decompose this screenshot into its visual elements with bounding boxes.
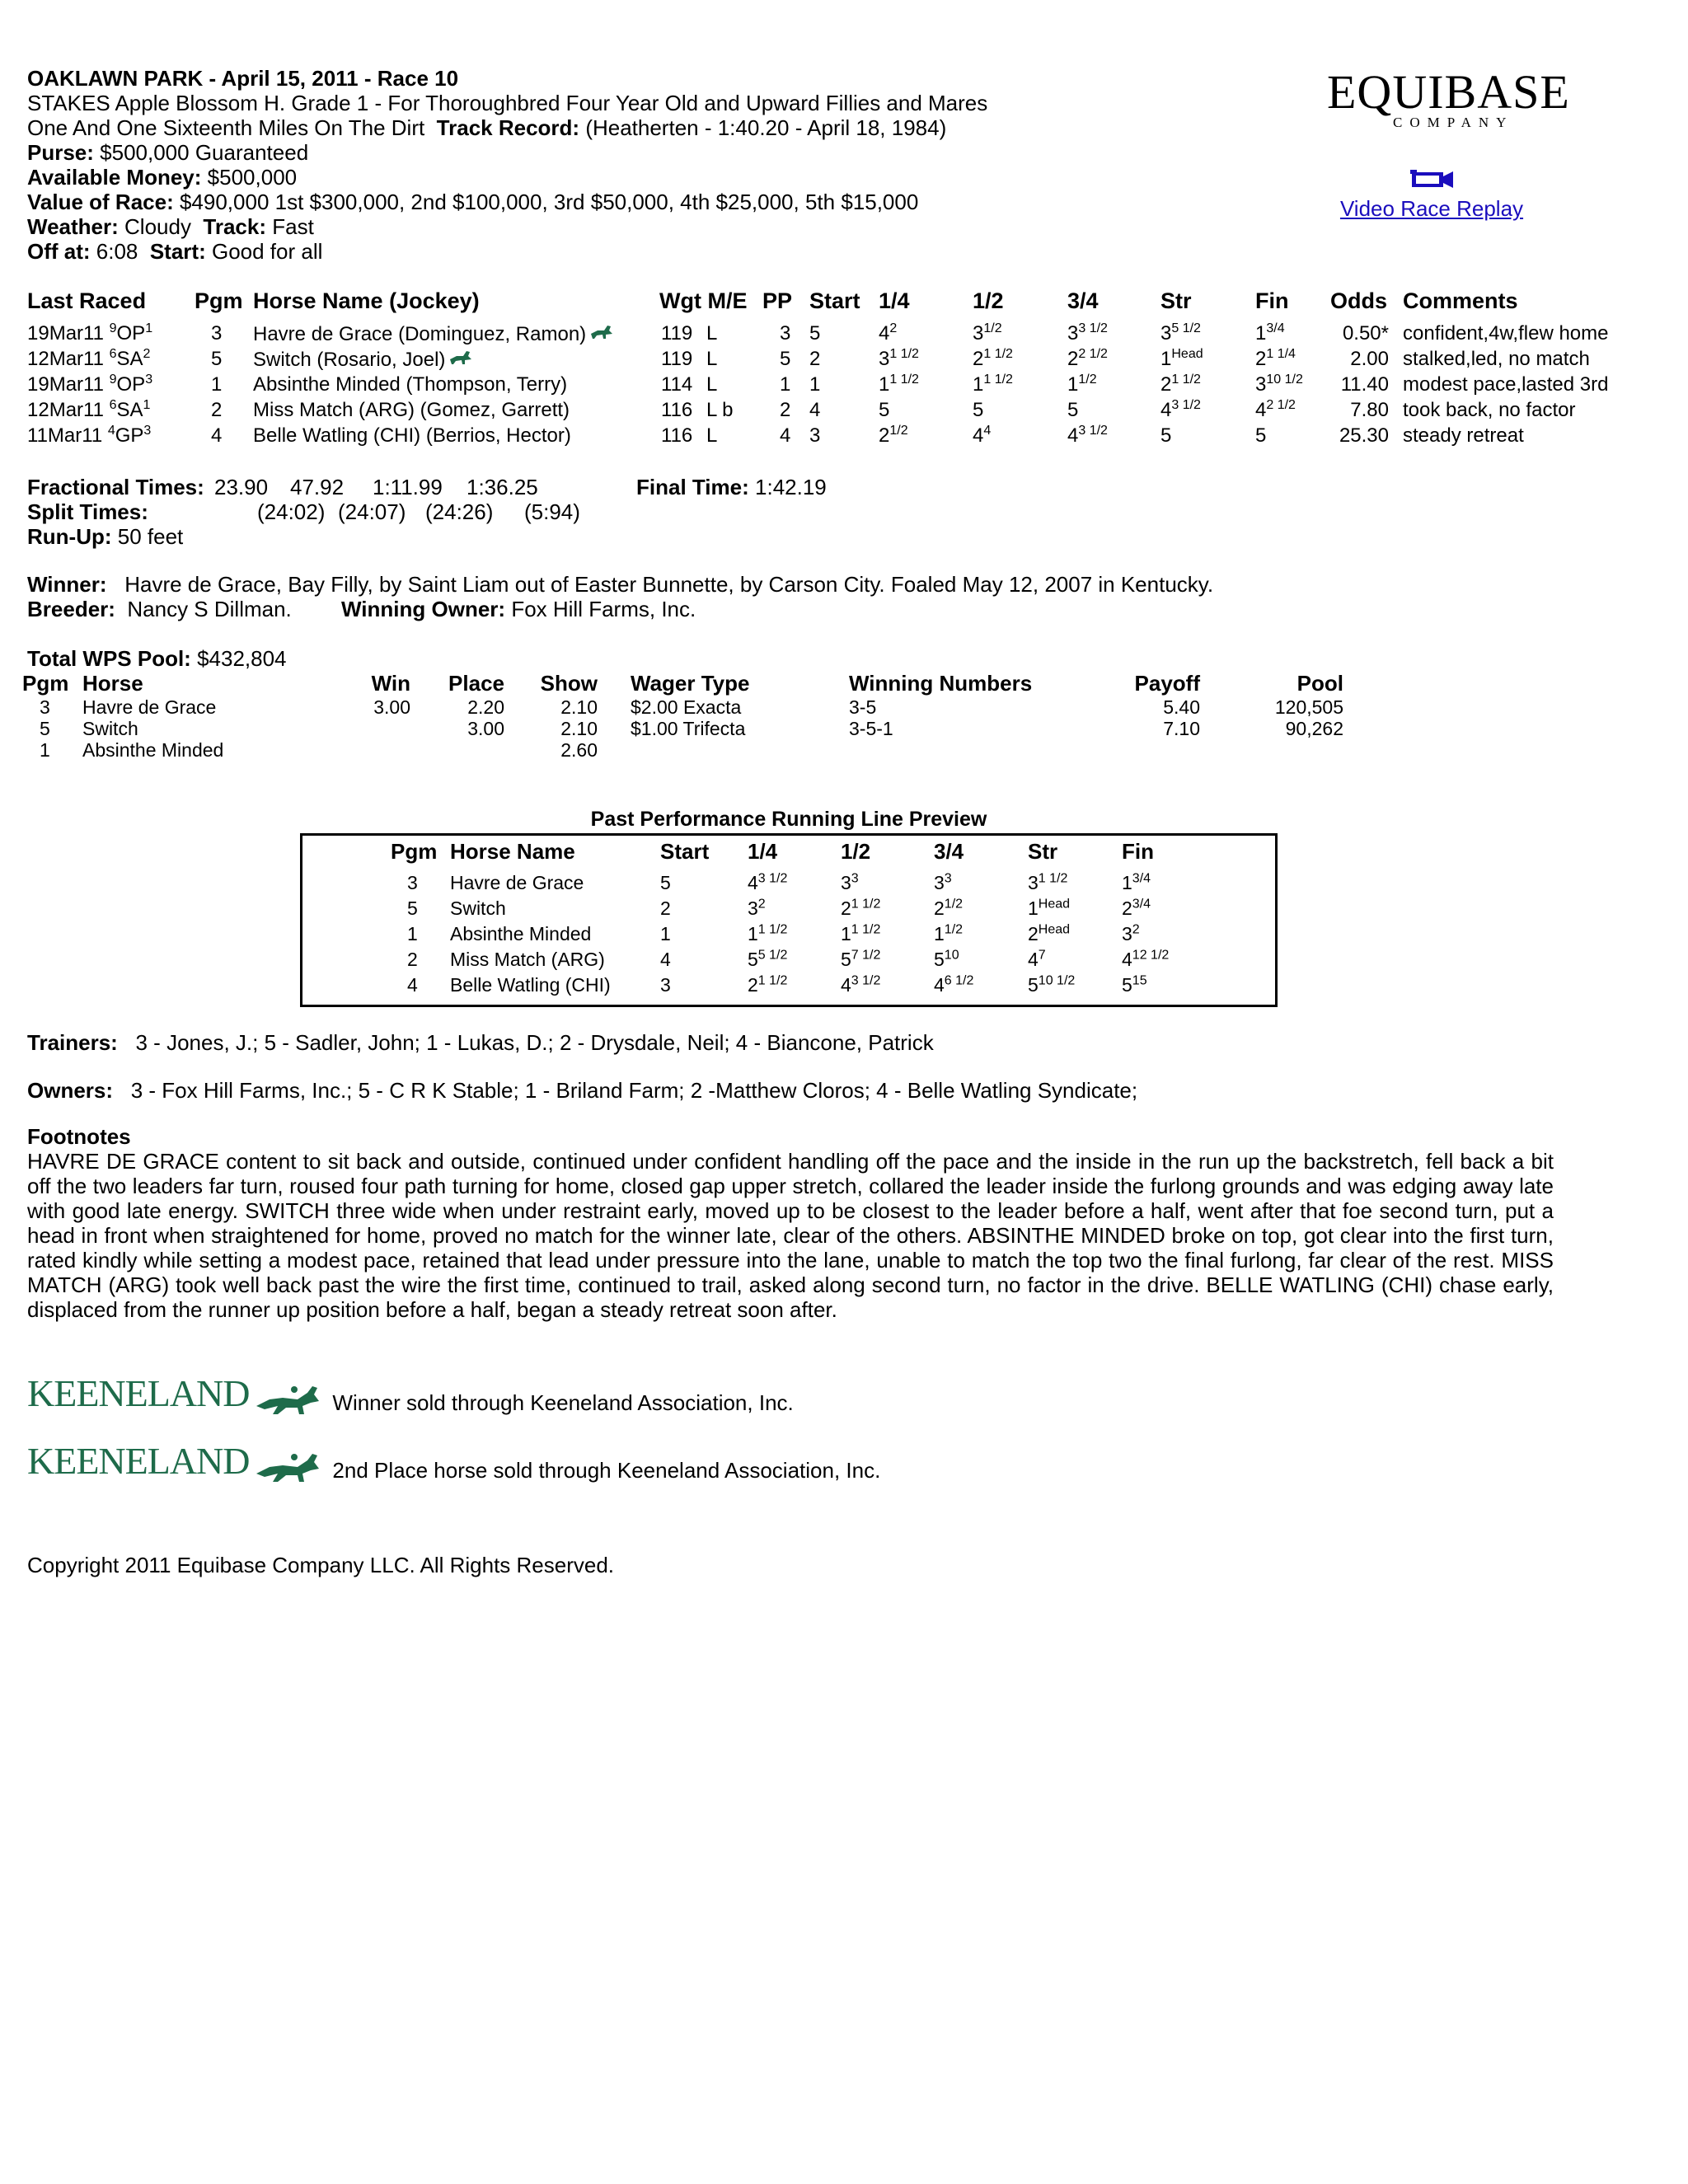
chart-call-fin: $4^{2 1/2}$ [1255, 398, 1296, 421]
horse-jockey-icon [253, 1381, 329, 1423]
offat-value: 6:08 [96, 239, 138, 264]
chart-header: PP [762, 288, 793, 313]
track-label: Track: [203, 214, 267, 239]
chart-comment: took back, no factor [1403, 399, 1576, 421]
wps-horse: Switch [82, 718, 138, 739]
chart-call-q3: 5 [1067, 399, 1079, 421]
chart-odds: 11.40 [1340, 373, 1389, 396]
fractional-time-2: 47.92 [290, 475, 345, 499]
wps-pool-value: $432,804 [197, 646, 287, 671]
pp-pgm: 3 [407, 872, 418, 893]
chart-last-raced: 12Mar11 $^6SA^1$ [27, 398, 151, 421]
pp-call-q1: $1^{1 1/2}$ [748, 922, 788, 944]
keeneland-row-2 [27, 1439, 880, 1485]
pp-call-q3: $3^3$ [934, 871, 952, 893]
trainers-label: Trainers: [27, 1030, 118, 1055]
pp-start: 3 [660, 974, 671, 996]
race-title: OAKLAWN PARK - April 15, 2011 - Race 10 [27, 66, 459, 91]
pp-call-str: $4^7$ [1028, 948, 1046, 970]
owners-row [27, 1078, 1137, 1103]
equibase-logo-text: EQUIBASE [1327, 65, 1570, 119]
wps-win: 3.00 [373, 696, 410, 718]
value-value: $490,000 1st $300,000, 2nd $100,000, 3rd $50,000, 4th $25,000, 5th $15,000 [179, 190, 919, 214]
pp-call-str: $2^{Head}$ [1028, 922, 1071, 944]
chart-me: L [706, 424, 718, 447]
chart-me: L b [706, 399, 734, 421]
wps-header: Pool [1296, 671, 1343, 696]
chart-call-q2: $2^{1 1/2}$ [973, 347, 1013, 370]
pp-start: 5 [660, 872, 671, 893]
chart-last-raced: 12Mar11 $^6SA^2$ [27, 347, 151, 370]
winning-owner-label: Winning Owner: [341, 597, 506, 621]
chart-wgt: 119 [661, 348, 693, 370]
wps-header: Place [448, 671, 504, 696]
split-time-3: (24:26) [425, 499, 494, 524]
keeneland-row-1 [27, 1371, 794, 1418]
wps-numbers: 3-5-1 [849, 718, 893, 739]
final-time-label: Final Time: [636, 475, 749, 499]
chart-pgm: 2 [211, 399, 223, 421]
chart-header: Fin [1255, 288, 1289, 313]
pp-start: 2 [660, 898, 671, 919]
wps-horse: Absinthe Minded [82, 739, 224, 761]
chart-call-q1: $1^{1 1/2}$ [879, 373, 919, 396]
chart-wgt: 119 [661, 322, 693, 344]
chart-call-q3: $4^{3 1/2}$ [1067, 424, 1108, 447]
owners-label: Owners: [27, 1078, 114, 1103]
pp-call-q2: $2^{1 1/2}$ [841, 897, 881, 919]
pp-call-q1: $5^{5 1/2}$ [748, 948, 788, 970]
race-distance: One And One Sixteenth Miles On The Dirt [27, 115, 425, 140]
runup-value: 50 feet [117, 524, 184, 549]
winner-text: Havre de Grace, Bay Filly, by Saint Liam out of Easter Bunnette, by Carson City. Foaled May 12, 2007 in Kentucky. [124, 572, 1214, 597]
wps-pgm: 3 [40, 696, 50, 718]
chart-horse: Switch (Rosario, Joel) [253, 348, 473, 372]
chart-call-str: $1^{Head}$ [1160, 347, 1203, 370]
chart-start: 5 [809, 322, 821, 344]
chart-header: Comments [1403, 288, 1518, 313]
pp-call-fin: $1^{3/4}$ [1122, 871, 1151, 893]
wps-wager: $2.00 Exacta [631, 696, 742, 718]
chart-last-raced: 19Mar11 $^9OP^3$ [27, 373, 153, 396]
chart-wgt: 114 [661, 373, 693, 396]
wps-wager: $1.00 Trifecta [631, 718, 746, 739]
chart-call-str: $2^{1 1/2}$ [1160, 373, 1201, 396]
chart-start: 3 [809, 424, 821, 447]
chart-odds: 25.30 [1339, 424, 1389, 447]
chart-call-q1: 5 [879, 399, 890, 421]
chart-wgt: 116 [661, 424, 693, 447]
chart-call-q1: $4^2$ [879, 321, 898, 344]
track-record: (Heatherten - 1:40.20 - April 18, 1984) [585, 115, 947, 140]
chart-horse: Absinthe Minded (Thompson, Terry) [253, 373, 568, 396]
pp-call-str: $3^{1 1/2}$ [1028, 871, 1068, 893]
pp-call-q3: $2^{1/2}$ [934, 897, 964, 919]
pp-call-q2: $1^{1 1/2}$ [841, 922, 881, 944]
wps-header: Pgm [22, 671, 69, 696]
chart-call-q2: $1^{1 1/2}$ [973, 373, 1013, 396]
chart-comment: steady retreat [1403, 424, 1524, 447]
pp-preview-title: Past Performance Running Line Preview [590, 808, 987, 831]
runup-label: Run-Up: [27, 524, 112, 549]
chart-header: Start [809, 288, 860, 313]
chart-header: 1/4 [879, 288, 910, 313]
pp-horse: Miss Match (ARG) [450, 949, 605, 970]
pp-start: 1 [660, 923, 671, 944]
chart-header: Str [1160, 288, 1192, 313]
chart-horse: Belle Watling (CHI) (Berrios, Hector) [253, 424, 571, 447]
pp-start: 4 [660, 949, 671, 970]
chart-pgm: 3 [211, 322, 223, 344]
chart-odds: 0.50* [1342, 322, 1389, 344]
pp-pgm: 4 [407, 974, 418, 996]
pp-horse: Belle Watling (CHI) [450, 974, 611, 996]
split-time-2: (24:07) [338, 499, 406, 524]
pp-header: Pgm [391, 839, 438, 864]
available-label: Available Money: [27, 165, 202, 190]
chart-pp: 1 [780, 373, 791, 396]
pp-call-q1: $3^2$ [748, 897, 766, 919]
chart-call-fin: $2^{1 1/4}$ [1255, 347, 1296, 370]
chart-call-q1: $2^{1/2}$ [879, 424, 908, 447]
footnotes-label: Footnotes [27, 1124, 131, 1149]
pp-header: 1/4 [748, 839, 778, 864]
pp-header: 3/4 [934, 839, 964, 864]
wps-pgm: 1 [40, 739, 50, 761]
winner-label: Winner: [27, 572, 107, 597]
keeneland-line-2: 2nd Place horse sold through Keeneland Association, Inc. [332, 1457, 881, 1483]
chart-call-q3: $1^{1/2}$ [1067, 373, 1097, 396]
wps-place: 3.00 [467, 718, 504, 739]
pp-header: Horse Name [450, 839, 575, 864]
chart-last-raced: 11Mar11 $^4GP^3$ [27, 424, 152, 447]
chart-horse: Miss Match (ARG) (Gomez, Garrett) [253, 399, 570, 421]
footnotes-text: HAVRE DE GRACE content to sit back and outside, continued under confident handling off the pace and the inside in the run up the backstretch, fell back a bit off the two leaders far turn, roused four path turning for home, closed gap upper stretch, collared the leader inside the furlong grounds and was edging away late with good late energy. SWITCH three wide when under restraint early, moved up to be closest to the leader before a half, went after that foe second turn, put a head in front when straightened for home, proved no match for the winner late, clear of the others. ABSINTHE MINDED broke on top, got clear into the first turn, rated kindly while setting a modest pace, retained that lead under pressure into the lane, unable to match the top two the final furlong, far clear of the rest. MISS MATCH (ARG) took well back past the wire the first time, continued to trail, asked along second turn, no factor in the drive. BELLE WATLING (CHI) chase early, displaced from the runner up position before a half, began a steady retreat soon after. [27, 1149, 1554, 1322]
chart-call-fin: 5 [1255, 424, 1267, 447]
race-conditions: STAKES Apple Blossom H. Grade 1 - For Thoroughbred Four Year Old and Upward Fillies and Mares [27, 91, 988, 115]
split-time-1: (24:02) [257, 499, 326, 524]
pp-call-fin: $2^{3/4}$ [1122, 897, 1151, 919]
split-times-label: Split Times: [27, 499, 148, 524]
chart-call-q3: $3^{3 1/2}$ [1067, 321, 1108, 344]
fractional-time-1: 23.90 [214, 475, 269, 499]
wps-pool: 90,262 [1285, 718, 1343, 739]
pp-call-q1: $4^{3 1/2}$ [748, 871, 788, 893]
wps-header: Show [540, 671, 598, 696]
keeneland-line-1: Winner sold through Keeneland Association, Inc. [332, 1390, 794, 1415]
chart-call-q2: $4^4$ [973, 424, 992, 447]
chart-header: 1/2 [973, 288, 1004, 313]
trainers-text: 3 - Jones, J.; 5 - Sadler, John; 1 - Lukas, D.; 2 - Drysdale, Neil; 4 - Biancone, Patrick [135, 1030, 934, 1055]
pp-header: Str [1028, 839, 1058, 864]
wps-numbers: 3-5 [849, 696, 877, 718]
wps-show: 2.60 [560, 739, 598, 761]
chart-pp: 3 [780, 322, 791, 344]
start-label: Start: [149, 239, 206, 264]
pp-pgm: 2 [407, 949, 418, 970]
chart-header: Last Raced [27, 288, 147, 313]
pp-call-q2: $4^{3 1/2}$ [841, 973, 881, 996]
chart-pgm: 4 [211, 424, 223, 447]
wps-show: 2.10 [560, 718, 598, 739]
final-time: 1:42.19 [755, 475, 827, 499]
chart-pgm: 1 [211, 373, 223, 396]
footnotes [27, 1124, 1554, 1322]
chart-call-q3: $2^{2 1/2}$ [1067, 347, 1108, 370]
purse-value: $500,000 Guaranteed [100, 140, 309, 165]
pp-call-q1: $2^{1 1/2}$ [748, 973, 788, 996]
pp-horse: Havre de Grace [450, 872, 584, 893]
keeneland-logo: KEENELAND [27, 1440, 250, 1482]
equibase-logo-subtext: COMPANY [1393, 115, 1514, 130]
available-value: $500,000 [207, 165, 298, 190]
pp-horse: Absinthe Minded [450, 923, 592, 944]
chart-pp: 2 [780, 399, 791, 421]
start-value: Good for all [211, 239, 323, 264]
chart-me: L [706, 373, 718, 396]
trainers-row [27, 1030, 934, 1055]
breeder-value: Nancy S Dillman. [127, 597, 292, 621]
chart-header: Wgt M/E [659, 288, 748, 313]
pp-call-q3: $5^{10}$ [934, 948, 959, 970]
pp-header: Fin [1122, 839, 1154, 864]
fractional-time-3: 1:11.99 [373, 475, 443, 499]
chart-odds: 7.80 [1350, 399, 1389, 421]
chart-header: 3/4 [1067, 288, 1099, 313]
wps-payoff: 5.40 [1163, 696, 1200, 718]
chart-header: Horse Name (Jockey) [253, 288, 480, 313]
pp-header: Start [660, 839, 710, 864]
pp-call-q2: $3^3$ [841, 871, 859, 893]
pp-call-q3: $4^{6 1/2}$ [934, 973, 974, 996]
chart-pp: 5 [780, 348, 791, 370]
weather-value: Cloudy [124, 214, 191, 239]
chart-start: 2 [809, 348, 821, 370]
track-record-label: Track Record: [436, 115, 580, 140]
chart-header: Odds [1330, 288, 1388, 313]
chart-call-str: $4^{3 1/2}$ [1160, 398, 1201, 421]
chart-header: Pgm [195, 288, 243, 313]
horse-jockey-icon [253, 1449, 329, 1491]
fractional-time-4: 1:36.25 [467, 475, 538, 499]
wps-pool: 120,505 [1274, 696, 1343, 718]
track-value: Fast [272, 214, 314, 239]
chart-call-str: $3^{5 1/2}$ [1160, 321, 1201, 344]
purse-label: Purse: [27, 140, 94, 165]
wps-header: Win [371, 671, 410, 696]
wps-payoff: 7.10 [1163, 718, 1200, 739]
chart-call-q2: 5 [973, 399, 984, 421]
wps-show: 2.10 [560, 696, 598, 718]
pp-call-fin: $3^2$ [1122, 922, 1140, 944]
breeder-label: Breeder: [27, 597, 115, 621]
pp-preview-table [0, 0, 1688, 1014]
chart-horse: Havre de Grace (Dominguez, Ramon) [253, 322, 614, 346]
pp-call-fin: $5^{15}$ [1122, 973, 1147, 996]
fractional-times-label: Fractional Times: [27, 475, 204, 499]
chart-call-q2: $3^{1/2}$ [973, 321, 1002, 344]
chart-me: L [706, 348, 718, 370]
wps-header: Winning Numbers [849, 671, 1033, 696]
wps-horse: Havre de Grace [82, 696, 217, 718]
pp-pgm: 5 [407, 898, 418, 919]
copyright: Copyright 2011 Equibase Company LLC. All Rights Reserved. [27, 1553, 615, 1577]
pp-call-fin: $4^{12 1/2}$ [1122, 948, 1170, 970]
chart-start: 4 [809, 399, 821, 421]
weather-label: Weather: [27, 214, 119, 239]
chart-wgt: 116 [661, 399, 693, 421]
chart-pp: 4 [780, 424, 791, 447]
wps-place: 2.20 [467, 696, 504, 718]
winning-owner-value: Fox Hill Farms, Inc. [511, 597, 696, 621]
chart-call-fin: $1^{3/4}$ [1255, 321, 1285, 344]
chart-comment: confident,4w,flew home [1403, 322, 1609, 344]
owners-text: 3 - Fox Hill Farms, Inc.; 5 - C R K Stable; 1 - Briland Farm; 2 -Matthew Cloros; 4 - Belle Watling Syndicate; [130, 1078, 1138, 1103]
chart-pgm: 5 [211, 348, 223, 370]
video-replay-link[interactable]: Video Race Replay [1339, 196, 1524, 221]
pp-call-q3: $1^{1/2}$ [934, 922, 964, 944]
chart-comment: modest pace,lasted 3rd [1403, 373, 1609, 396]
wps-header: Wager Type [631, 671, 750, 696]
chart-comment: stalked,led, no match [1403, 348, 1590, 370]
pp-pgm: 1 [407, 923, 418, 944]
wps-pool-label: Total WPS Pool: [27, 646, 191, 671]
offat-label: Off at: [27, 239, 91, 264]
chart-last-raced: 19Mar11 $^9OP^1$ [27, 321, 153, 344]
value-label: Value of Race: [27, 190, 174, 214]
wps-header: Payoff [1134, 671, 1200, 696]
chart-call-q1: $3^{1 1/2}$ [879, 347, 919, 370]
keeneland-logo: KEENELAND [27, 1372, 250, 1414]
chart-start: 1 [809, 373, 821, 396]
pp-call-str: $5^{10 1/2}$ [1028, 973, 1076, 996]
wps-header: Horse [82, 671, 143, 696]
chart-call-fin: $3^{10 1/2}$ [1255, 373, 1303, 396]
split-time-4: (5:94) [524, 499, 580, 524]
chart-odds: 2.00 [1350, 348, 1389, 370]
pp-horse: Switch [450, 898, 506, 919]
chart-me: L [706, 322, 718, 344]
pp-header: 1/2 [841, 839, 871, 864]
pp-call-q2: $5^{7 1/2}$ [841, 948, 881, 970]
pp-call-str: $1^{Head}$ [1028, 897, 1071, 919]
wps-pgm: 5 [40, 718, 50, 739]
chart-call-str: 5 [1160, 424, 1172, 447]
